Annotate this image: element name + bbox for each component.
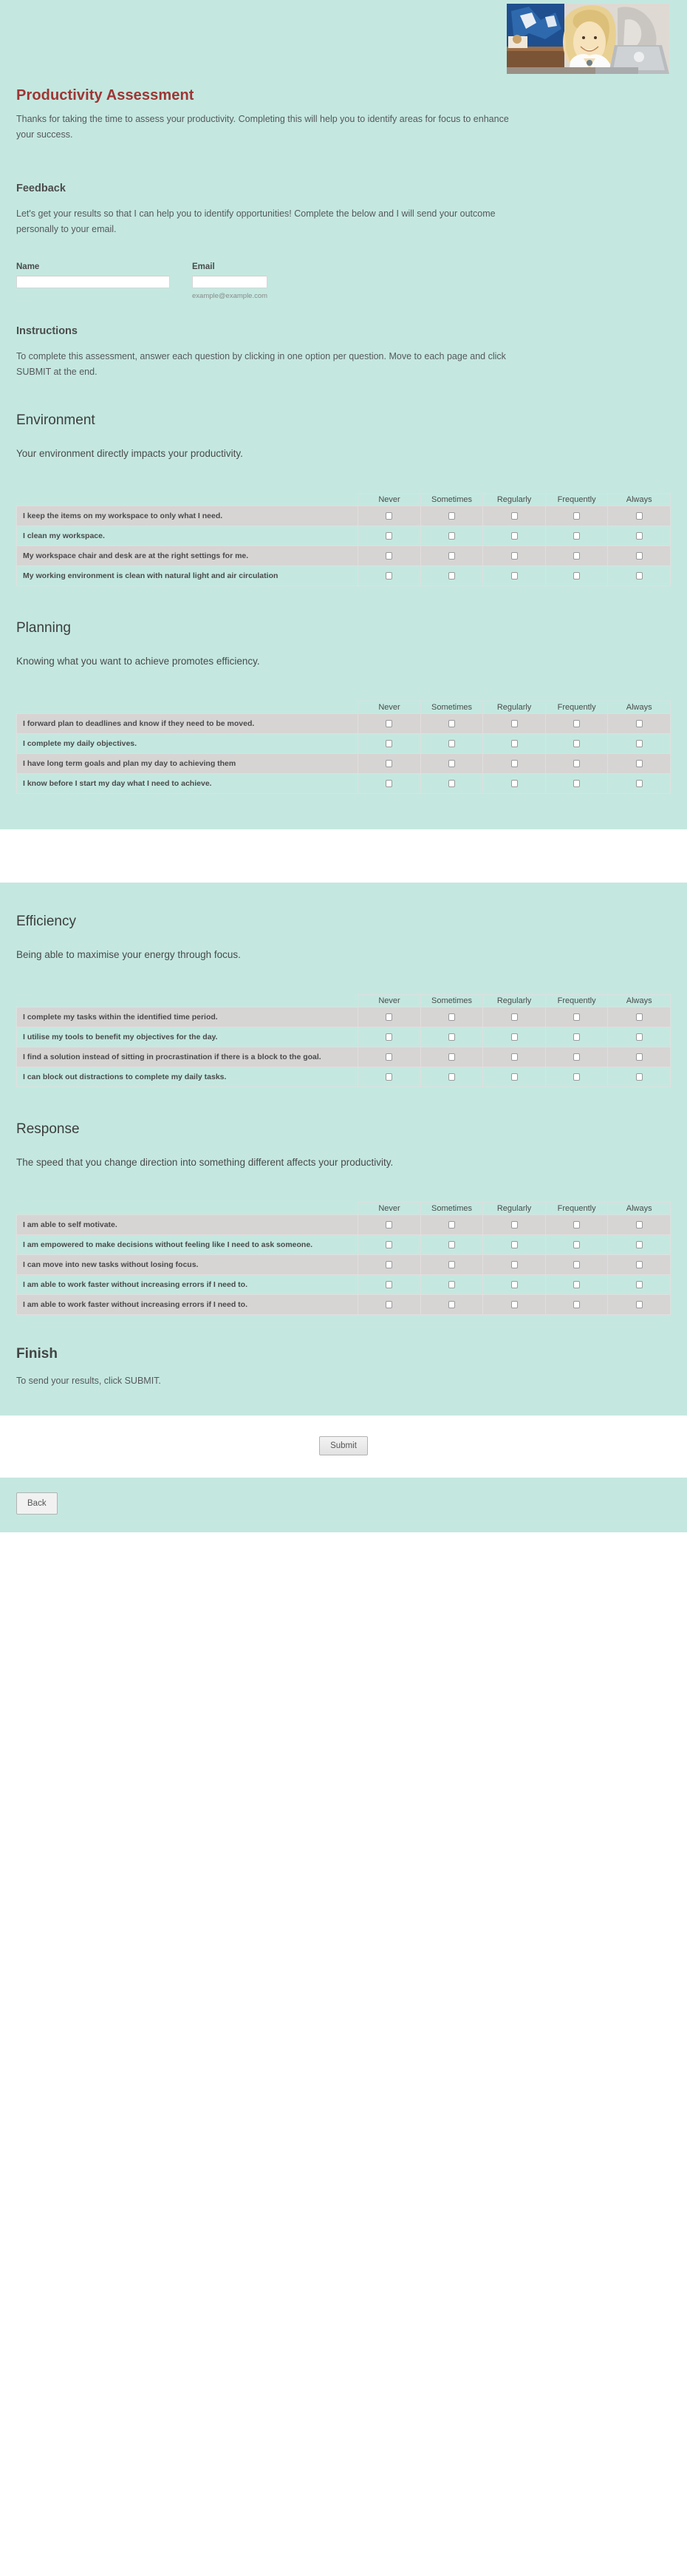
radio-option-regularly[interactable] xyxy=(511,1033,518,1041)
matrix-option-cell[interactable] xyxy=(608,1295,671,1315)
header-region xyxy=(0,0,687,81)
matrix-question-row xyxy=(17,1295,671,1315)
question-label: I can move into new tasks without losing focus. xyxy=(17,1255,358,1275)
name-label: Name xyxy=(16,262,40,271)
radio-option-always[interactable] xyxy=(636,1241,643,1248)
radio-option-frequently[interactable] xyxy=(573,1053,580,1061)
matrix-option-cell[interactable] xyxy=(608,1007,671,1027)
radio-option-regularly[interactable] xyxy=(511,780,518,787)
matrix-option-cell[interactable] xyxy=(608,1027,671,1047)
matrix-option-cell[interactable] xyxy=(608,1067,671,1087)
matrix-option-cell[interactable] xyxy=(420,754,483,774)
matrix-option-cell[interactable] xyxy=(483,734,546,754)
radio-option-always[interactable] xyxy=(636,1261,643,1268)
matrix-option-cell[interactable] xyxy=(420,566,483,586)
radio-option-always[interactable] xyxy=(636,532,643,540)
question-label: I clean my workspace. xyxy=(17,526,358,546)
radio-option-regularly[interactable] xyxy=(511,1241,518,1248)
radio-option-sometimes[interactable] xyxy=(448,572,455,580)
matrix-option-cell[interactable] xyxy=(545,714,608,734)
matrix-question-row xyxy=(17,1275,671,1295)
matrix-option-cell[interactable] xyxy=(545,1215,608,1235)
radio-option-frequently[interactable] xyxy=(573,1221,580,1228)
scale-header-frequently: Frequently xyxy=(545,494,608,506)
matrix-option-cell[interactable] xyxy=(608,1047,671,1067)
matrix-option-cell[interactable] xyxy=(358,1295,421,1315)
radio-option-frequently[interactable] xyxy=(573,1261,580,1268)
radio-option-always[interactable] xyxy=(636,1013,643,1021)
matrix-option-cell[interactable] xyxy=(420,506,483,526)
submit-bar xyxy=(0,1416,687,1478)
radio-option-never[interactable] xyxy=(386,1033,392,1041)
matrix-option-cell[interactable] xyxy=(545,1067,608,1087)
matrix-question-row xyxy=(17,754,671,774)
matrix-option-cell[interactable] xyxy=(483,1027,546,1047)
matrix-option-cell[interactable] xyxy=(420,526,483,546)
question-label: My workspace chair and desk are at the right settings for me. xyxy=(17,546,358,566)
radio-option-sometimes[interactable] xyxy=(448,552,455,560)
radio-option-always[interactable] xyxy=(636,780,643,787)
sections-page-one xyxy=(0,412,687,794)
scale-header-regularly: Regularly xyxy=(483,701,546,714)
matrix-option-cell[interactable] xyxy=(545,526,608,546)
radio-option-never[interactable] xyxy=(386,780,392,787)
matrix-option-cell[interactable] xyxy=(545,506,608,526)
radio-option-never[interactable] xyxy=(386,512,392,520)
radio-option-always[interactable] xyxy=(636,760,643,767)
feedback-heading: Feedback xyxy=(16,183,66,194)
radio-option-never[interactable] xyxy=(386,740,392,747)
matrix-option-cell[interactable] xyxy=(608,1235,671,1255)
question-label: I can block out distractions to complete my daily tasks. xyxy=(17,1067,358,1087)
matrix-option-cell[interactable] xyxy=(545,1295,608,1315)
radio-option-regularly[interactable] xyxy=(511,1073,518,1081)
matrix-option-cell[interactable] xyxy=(358,714,421,734)
matrix-header-row xyxy=(17,494,671,506)
matrix-header-row xyxy=(17,1203,671,1215)
radio-option-never[interactable] xyxy=(386,1241,392,1248)
email-label: Email xyxy=(192,262,215,271)
radio-option-frequently[interactable] xyxy=(573,1301,580,1308)
section-heading: Planning xyxy=(16,620,71,636)
radio-option-never[interactable] xyxy=(386,1301,392,1308)
instructions-description: To complete this assessment, answer each question by clicking in one option per question. Move to each page and click SUBMIT at the end. xyxy=(16,351,506,377)
scale-header-never: Never xyxy=(358,995,421,1007)
question-label: I am able to work faster without increasing errors if I need to. xyxy=(17,1275,358,1295)
scale-header-sometimes: Sometimes xyxy=(420,701,483,714)
matrix-header-row xyxy=(17,701,671,714)
radio-option-regularly[interactable] xyxy=(511,512,518,520)
question-label: I know before I start my day what I need to achieve. xyxy=(17,774,358,794)
finish-heading: Finish xyxy=(16,1346,58,1362)
matrix-option-cell[interactable] xyxy=(483,1007,546,1027)
radio-option-never[interactable] xyxy=(386,1221,392,1228)
matrix-option-cell[interactable] xyxy=(483,546,546,566)
scale-header-sometimes: Sometimes xyxy=(420,494,483,506)
matrix-option-cell[interactable] xyxy=(420,734,483,754)
finish-description: To send your results, click SUBMIT. xyxy=(16,1376,161,1386)
scale-header-regularly: Regularly xyxy=(483,494,546,506)
section-subtitle: Knowing what you want to achieve promotes efficiency. xyxy=(16,656,260,667)
matrix-option-cell[interactable] xyxy=(545,754,608,774)
radio-option-regularly[interactable] xyxy=(511,1053,518,1061)
radio-option-never[interactable] xyxy=(386,1261,392,1268)
radio-option-never[interactable] xyxy=(386,532,392,540)
email-input[interactable] xyxy=(192,276,267,288)
survey-section xyxy=(0,914,687,1087)
matrix-option-cell[interactable] xyxy=(358,1275,421,1295)
section-subtitle: Your environment directly impacts your productivity. xyxy=(16,448,243,459)
email-field-group xyxy=(192,262,267,300)
question-label: My working environment is clean with natural light and air circulation xyxy=(17,566,358,586)
matrix-option-cell[interactable] xyxy=(420,714,483,734)
scale-header-always: Always xyxy=(608,995,671,1007)
matrix-option-cell[interactable] xyxy=(608,754,671,774)
matrix-option-cell[interactable] xyxy=(420,1027,483,1047)
radio-option-always[interactable] xyxy=(636,552,643,560)
radio-option-regularly[interactable] xyxy=(511,1261,518,1268)
question-label: I have long term goals and plan my day to achieving them xyxy=(17,754,358,774)
radio-option-sometimes[interactable] xyxy=(448,760,455,767)
radio-option-regularly[interactable] xyxy=(511,760,518,767)
matrix-option-cell[interactable] xyxy=(358,1047,421,1067)
matrix-option-cell[interactable] xyxy=(420,1275,483,1295)
scale-header-never: Never xyxy=(358,1203,421,1215)
matrix-question-row xyxy=(17,1067,671,1087)
matrix-question-row xyxy=(17,546,671,566)
scale-header-frequently: Frequently xyxy=(545,1203,608,1215)
radio-option-sometimes[interactable] xyxy=(448,512,455,520)
scale-header-always: Always xyxy=(608,701,671,714)
section-heading: Environment xyxy=(16,412,95,428)
matrix-option-cell[interactable] xyxy=(483,566,546,586)
radio-option-always[interactable] xyxy=(636,720,643,727)
radio-option-frequently[interactable] xyxy=(573,512,580,520)
matrix-option-cell[interactable] xyxy=(545,1255,608,1275)
matrix-question-row xyxy=(17,566,671,586)
question-label: I keep the items on my workspace to only what I need. xyxy=(17,506,358,526)
matrix-option-cell[interactable] xyxy=(420,1215,483,1235)
email-hint: example@example.com xyxy=(192,292,268,300)
matrix-question-row xyxy=(17,1007,671,1027)
matrix-option-cell[interactable] xyxy=(483,774,546,794)
matrix-option-cell[interactable] xyxy=(420,1295,483,1315)
radio-option-sometimes[interactable] xyxy=(448,1013,455,1021)
question-label: I forward plan to deadlines and know if they need to be moved. xyxy=(17,714,358,734)
question-label: I utilise my tools to benefit my objectives for the day. xyxy=(17,1027,358,1047)
matrix-option-cell[interactable] xyxy=(545,1047,608,1067)
matrix-corner-cell xyxy=(17,701,358,714)
matrix-option-cell[interactable] xyxy=(608,1275,671,1295)
radio-option-always[interactable] xyxy=(636,1281,643,1288)
matrix-question-row xyxy=(17,1255,671,1275)
radio-option-frequently[interactable] xyxy=(573,720,580,727)
matrix-option-cell[interactable] xyxy=(608,734,671,754)
scale-header-frequently: Frequently xyxy=(545,701,608,714)
survey-page-one xyxy=(0,0,687,829)
radio-option-regularly[interactable] xyxy=(511,572,518,580)
radio-option-sometimes[interactable] xyxy=(448,780,455,787)
band-two-top-spacer xyxy=(0,883,687,914)
matrix-question-row xyxy=(17,1027,671,1047)
matrix-option-cell[interactable] xyxy=(608,1215,671,1235)
radio-option-sometimes[interactable] xyxy=(448,1301,455,1308)
matrix-option-cell[interactable] xyxy=(420,1047,483,1067)
radio-option-never[interactable] xyxy=(386,1281,392,1288)
radio-option-never[interactable] xyxy=(386,1013,392,1021)
rating-matrix-table xyxy=(16,701,671,794)
survey-section xyxy=(0,412,687,586)
radio-option-always[interactable] xyxy=(636,1221,643,1228)
question-label: I am able to work faster without increasing errors if I need to. xyxy=(17,1295,358,1315)
radio-option-frequently[interactable] xyxy=(573,760,580,767)
radio-option-never[interactable] xyxy=(386,572,392,580)
matrix-option-cell[interactable] xyxy=(545,546,608,566)
matrix-option-cell[interactable] xyxy=(545,566,608,586)
matrix-option-cell[interactable] xyxy=(420,1007,483,1027)
matrix-option-cell[interactable] xyxy=(545,774,608,794)
scale-header-sometimes: Sometimes xyxy=(420,1203,483,1215)
page-title: Productivity Assessment xyxy=(16,87,194,103)
matrix-question-row xyxy=(17,1047,671,1067)
radio-option-always[interactable] xyxy=(636,1301,643,1308)
matrix-question-row xyxy=(17,714,671,734)
radio-option-frequently[interactable] xyxy=(573,572,580,580)
radio-option-sometimes[interactable] xyxy=(448,1241,455,1248)
radio-option-regularly[interactable] xyxy=(511,1013,518,1021)
question-label: I am empowered to make decisions without feeling like I need to ask someone. xyxy=(17,1235,358,1255)
radio-option-frequently[interactable] xyxy=(573,740,580,747)
matrix-option-cell[interactable] xyxy=(483,1235,546,1255)
submit-button[interactable]: Submit xyxy=(319,1436,368,1455)
radio-option-frequently[interactable] xyxy=(573,780,580,787)
radio-option-always[interactable] xyxy=(636,740,643,747)
radio-option-always[interactable] xyxy=(636,1073,643,1081)
matrix-option-cell[interactable] xyxy=(358,1067,421,1087)
section-heading: Efficiency xyxy=(16,914,76,929)
page-break-one xyxy=(0,829,687,883)
scale-header-always: Always xyxy=(608,494,671,506)
radio-option-always[interactable] xyxy=(636,512,643,520)
intro-block xyxy=(0,81,687,149)
radio-option-frequently[interactable] xyxy=(573,1013,580,1021)
scale-header-regularly: Regularly xyxy=(483,1203,546,1215)
matrix-option-cell[interactable] xyxy=(483,1295,546,1315)
matrix-option-cell[interactable] xyxy=(358,1215,421,1235)
feedback-block xyxy=(0,149,687,300)
rating-matrix-table xyxy=(16,493,671,586)
matrix-option-cell[interactable] xyxy=(608,566,671,586)
radio-option-never[interactable] xyxy=(386,1073,392,1081)
matrix-option-cell[interactable] xyxy=(608,526,671,546)
matrix-option-cell[interactable] xyxy=(358,566,421,586)
radio-option-regularly[interactable] xyxy=(511,740,518,747)
radio-option-frequently[interactable] xyxy=(573,552,580,560)
rating-matrix-table xyxy=(16,1202,671,1315)
matrix-question-row xyxy=(17,526,671,546)
finish-block xyxy=(0,1315,687,1416)
radio-option-regularly[interactable] xyxy=(511,720,518,727)
matrix-option-cell[interactable] xyxy=(483,506,546,526)
matrix-option-cell[interactable] xyxy=(608,546,671,566)
matrix-option-cell[interactable] xyxy=(483,1275,546,1295)
radio-option-frequently[interactable] xyxy=(573,1281,580,1288)
name-input[interactable] xyxy=(16,276,170,288)
hero-photo xyxy=(507,4,669,74)
intro-description: Thanks for taking the time to assess your productivity. Completing this will help you to identify areas for focus to enhance your success. xyxy=(16,114,509,140)
radio-option-frequently[interactable] xyxy=(573,1033,580,1041)
radio-option-frequently[interactable] xyxy=(573,1073,580,1081)
question-label: I complete my tasks within the identified time period. xyxy=(17,1007,358,1027)
feedback-fields xyxy=(16,262,671,300)
scale-header-never: Never xyxy=(358,494,421,506)
matrix-option-cell[interactable] xyxy=(608,1255,671,1275)
radio-option-sometimes[interactable] xyxy=(448,1033,455,1041)
matrix-option-cell[interactable] xyxy=(483,1255,546,1275)
matrix-question-row xyxy=(17,774,671,794)
radio-option-regularly[interactable] xyxy=(511,532,518,540)
matrix-option-cell[interactable] xyxy=(545,1027,608,1047)
matrix-option-cell[interactable] xyxy=(358,526,421,546)
back-bar xyxy=(0,1478,687,1532)
matrix-option-cell[interactable] xyxy=(358,506,421,526)
matrix-option-cell[interactable] xyxy=(608,774,671,794)
radio-option-always[interactable] xyxy=(636,572,643,580)
radio-option-regularly[interactable] xyxy=(511,552,518,560)
radio-option-regularly[interactable] xyxy=(511,1221,518,1228)
radio-option-never[interactable] xyxy=(386,720,392,727)
matrix-option-cell[interactable] xyxy=(358,1255,421,1275)
question-label: I find a solution instead of sitting in procrastination if there is a block to the goal. xyxy=(17,1047,358,1067)
radio-option-frequently[interactable] xyxy=(573,1241,580,1248)
matrix-option-cell[interactable] xyxy=(608,714,671,734)
sections-page-two xyxy=(0,914,687,1315)
radio-option-sometimes[interactable] xyxy=(448,1221,455,1228)
band-one-spacer xyxy=(0,794,687,829)
matrix-option-cell[interactable] xyxy=(420,546,483,566)
matrix-option-cell[interactable] xyxy=(358,1027,421,1047)
radio-option-sometimes[interactable] xyxy=(448,1261,455,1268)
matrix-option-cell[interactable] xyxy=(420,774,483,794)
matrix-option-cell[interactable] xyxy=(420,1067,483,1087)
matrix-question-row xyxy=(17,1235,671,1255)
instructions-block xyxy=(0,300,687,412)
matrix-option-cell[interactable] xyxy=(545,1275,608,1295)
radio-option-never[interactable] xyxy=(386,552,392,560)
matrix-header-row xyxy=(17,995,671,1007)
scale-header-always: Always xyxy=(608,1203,671,1215)
scale-header-regularly: Regularly xyxy=(483,995,546,1007)
radio-option-sometimes[interactable] xyxy=(448,532,455,540)
radio-option-frequently[interactable] xyxy=(573,532,580,540)
rating-matrix-table xyxy=(16,994,671,1087)
matrix-option-cell[interactable] xyxy=(358,546,421,566)
scale-header-frequently: Frequently xyxy=(545,995,608,1007)
matrix-option-cell[interactable] xyxy=(545,734,608,754)
matrix-option-cell[interactable] xyxy=(420,1235,483,1255)
matrix-option-cell[interactable] xyxy=(483,714,546,734)
survey-section xyxy=(0,586,687,794)
back-button[interactable]: Back xyxy=(16,1492,58,1515)
radio-option-always[interactable] xyxy=(636,1053,643,1061)
matrix-corner-cell xyxy=(17,1203,358,1215)
survey-page-two xyxy=(0,883,687,1416)
matrix-option-cell[interactable] xyxy=(483,526,546,546)
matrix-corner-cell xyxy=(17,494,358,506)
survey-section xyxy=(0,1087,687,1315)
matrix-option-cell[interactable] xyxy=(358,1235,421,1255)
radio-option-sometimes[interactable] xyxy=(448,1053,455,1061)
name-field-group xyxy=(16,262,170,300)
question-label: I am able to self motivate. xyxy=(17,1215,358,1235)
matrix-option-cell[interactable] xyxy=(545,1235,608,1255)
radio-option-sometimes[interactable] xyxy=(448,1073,455,1081)
matrix-option-cell[interactable] xyxy=(545,1007,608,1027)
radio-option-sometimes[interactable] xyxy=(448,720,455,727)
matrix-option-cell[interactable] xyxy=(420,1255,483,1275)
radio-option-sometimes[interactable] xyxy=(448,740,455,747)
radio-option-regularly[interactable] xyxy=(511,1301,518,1308)
question-label: I complete my daily objectives. xyxy=(17,734,358,754)
matrix-question-row xyxy=(17,734,671,754)
matrix-option-cell[interactable] xyxy=(358,1007,421,1027)
matrix-option-cell[interactable] xyxy=(608,506,671,526)
matrix-corner-cell xyxy=(17,995,358,1007)
matrix-option-cell[interactable] xyxy=(483,754,546,774)
matrix-question-row xyxy=(17,1215,671,1235)
radio-option-always[interactable] xyxy=(636,1033,643,1041)
radio-option-regularly[interactable] xyxy=(511,1281,518,1288)
radio-option-never[interactable] xyxy=(386,760,392,767)
matrix-option-cell[interactable] xyxy=(358,734,421,754)
matrix-option-cell[interactable] xyxy=(483,1067,546,1087)
radio-option-sometimes[interactable] xyxy=(448,1281,455,1288)
matrix-question-row xyxy=(17,506,671,526)
matrix-option-cell[interactable] xyxy=(483,1047,546,1067)
scale-header-sometimes: Sometimes xyxy=(420,995,483,1007)
matrix-option-cell[interactable] xyxy=(358,774,421,794)
section-subtitle: Being able to maximise your energy through focus. xyxy=(16,949,241,960)
scale-header-never: Never xyxy=(358,701,421,714)
instructions-heading: Instructions xyxy=(16,325,78,337)
radio-option-never[interactable] xyxy=(386,1053,392,1061)
section-subtitle: The speed that you change direction into something different affects your productivity. xyxy=(16,1157,394,1168)
matrix-option-cell[interactable] xyxy=(483,1215,546,1235)
matrix-option-cell[interactable] xyxy=(358,754,421,774)
feedback-description: Let's get your results so that I can help you to identify opportunities! Complete the below and I will send your outcome personally to your email. xyxy=(16,208,496,234)
section-heading: Response xyxy=(16,1121,80,1137)
